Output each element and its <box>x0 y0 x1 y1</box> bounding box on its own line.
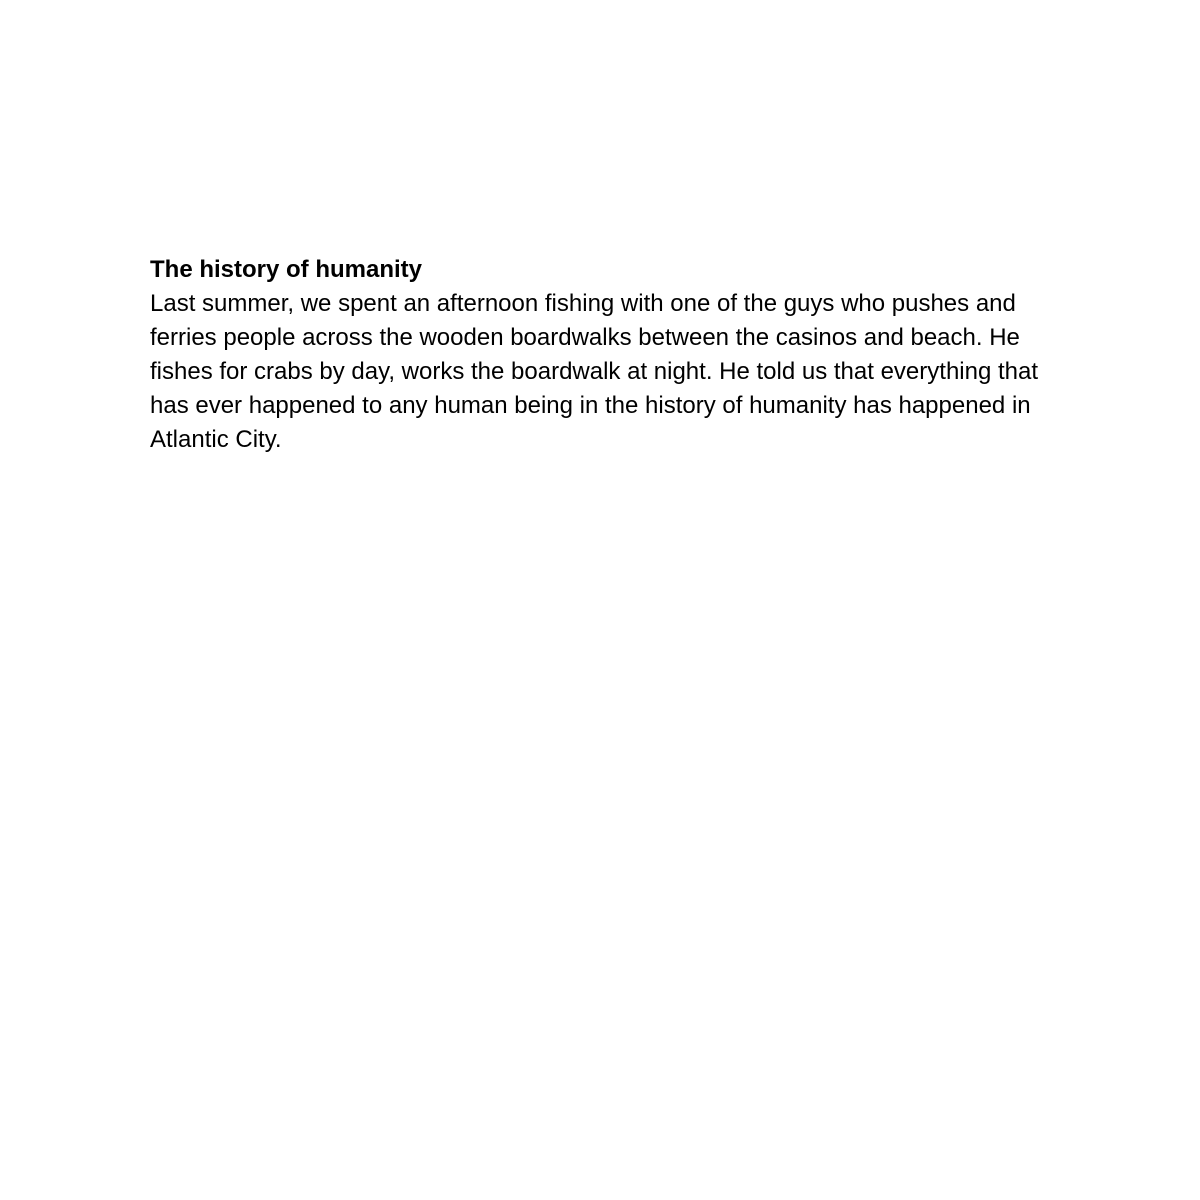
article-block <box>150 253 1050 457</box>
article-body: Last summer, we spent an afternoon fishing with one of the guys who pushes and ferries people across the wooden boardwalks between the casinos and beach. He fishes for crabs by day, works the boardwalk at night. He told us that everything that has ever happened to any human being in the history of humanity has happened in Atlantic City. <box>150 290 1039 453</box>
article-title: The history of humanity <box>150 256 423 283</box>
